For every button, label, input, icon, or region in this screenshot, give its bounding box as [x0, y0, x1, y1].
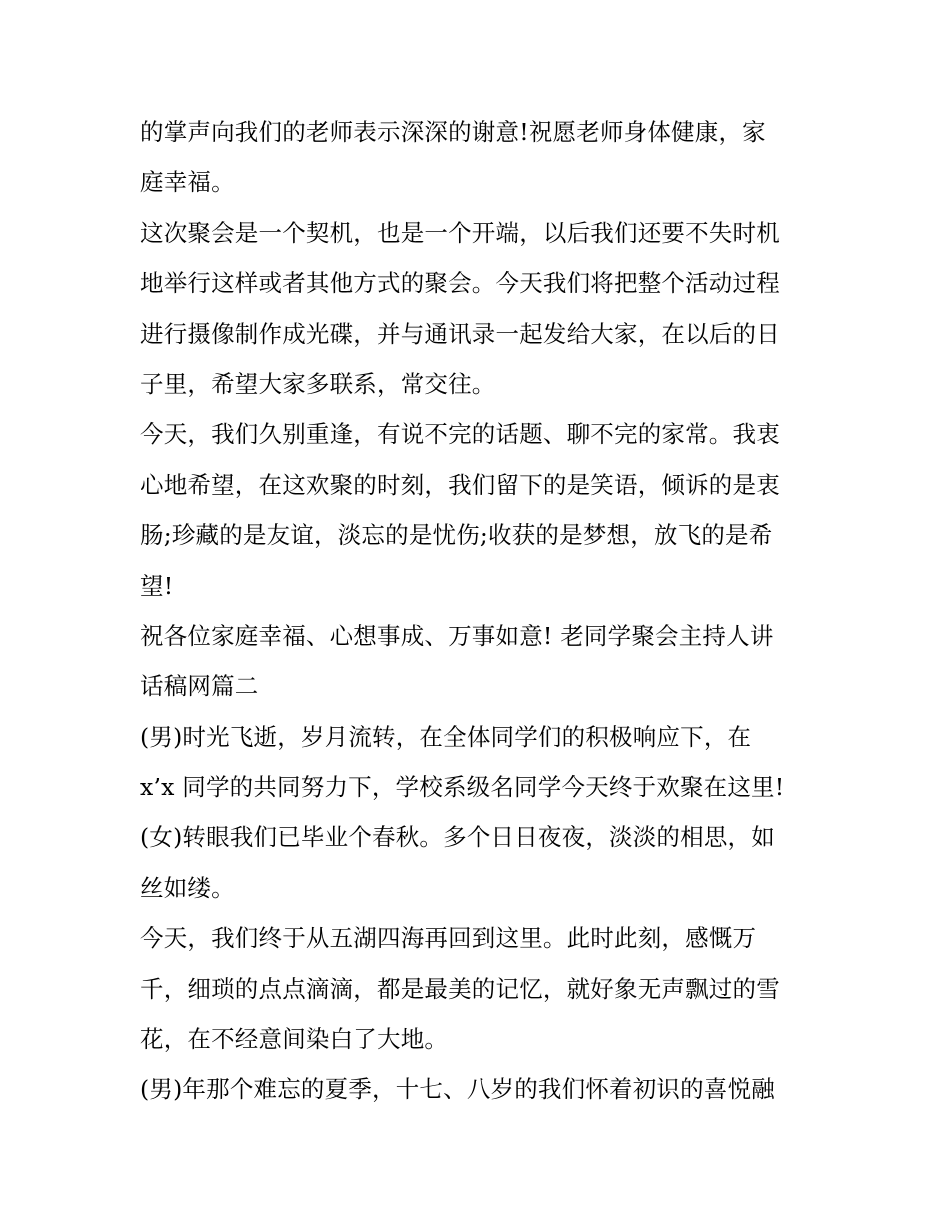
text-line: 祝各位家庭幸福、心想事成、万事如意! 老同学聚会主持人讲	[140, 621, 774, 650]
body-text	[140, 107, 820, 1115]
text-line: 丝如缕。	[140, 873, 235, 902]
text-line: 庭幸福。	[140, 168, 235, 197]
text-line: 今天，我们终于从五湖四海再回到这里。此时此刻，感慨万	[140, 924, 757, 953]
text-line: (男)时光飞逝，岁月流转，在全体同学们的积极响应下，在	[140, 722, 752, 751]
text-line: 花，在不经意间染白了大地。	[140, 1025, 449, 1054]
text-line: 千，细琐的点点滴滴，都是最美的记忆，就好象无声飘过的雪	[140, 974, 780, 1003]
text-line: 子里，希望大家多联系，常交往。	[140, 369, 496, 398]
text-line: 今天，我们久别重逢，有说不完的话题、聊不完的家常。我衷	[140, 420, 780, 449]
text-line: 望!	[140, 571, 174, 600]
text-line: 这次聚会是一个契机，也是一个开端，以后我们还要不失时机	[140, 218, 780, 247]
text-line: x’x 同学的共同努力下，学校系级名同学今天终于欢聚在这里!	[140, 773, 785, 802]
text-line: (女)转眼我们已毕业个春秋。多个日日夜夜，淡淡的相思，如	[140, 823, 775, 852]
text-line: 地举行这样或者其他方式的聚会。今天我们将把整个活动过程	[140, 269, 780, 298]
text-line: (男)年那个难忘的夏季，十七、八岁的我们怀着初识的喜悦融	[140, 1075, 775, 1104]
text-line: 话稿网篇二	[140, 672, 259, 701]
text-line: 的掌声向我们的老师表示深深的谢意!祝愿老师身体健康，家	[140, 118, 766, 146]
text-line: 肠;珍藏的是友谊，淡忘的是忧伤;收获的是梦想，放飞的是希	[140, 521, 773, 550]
text-line: 心地希望，在这欢聚的时刻，我们留下的是笑语，倾诉的是衷	[140, 470, 780, 499]
text-line: 进行摄像制作成光碟，并与通讯录一起发给大家，在以后的日	[140, 319, 780, 348]
